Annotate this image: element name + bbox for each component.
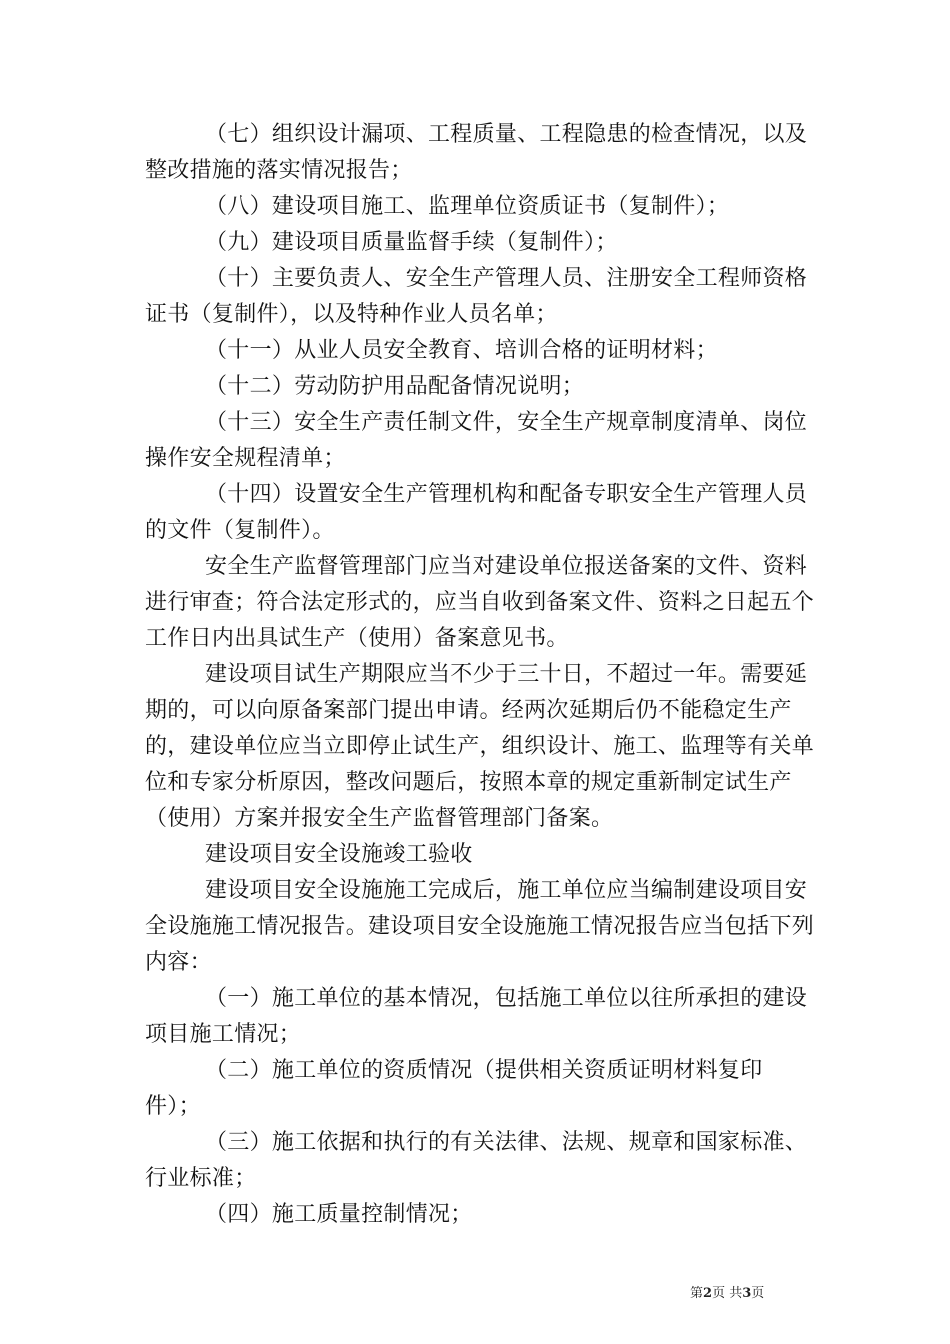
current-page-number: 2 — [703, 1286, 713, 1301]
paragraph: （二）施工单位的资质情况（提供相关资质证明材料复印件）； — [145, 1058, 763, 1119]
section-heading: 建设项目安全设施竣工验收 — [205, 842, 473, 867]
paragraph: （一）施工单位的基本情况，包括施工单位以往所承担的建设项目施工情况； — [145, 986, 808, 1047]
paragraph: （十四）设置安全生产管理机构和配备专职安全生产管理人员的文件（复制件）。 — [145, 482, 808, 543]
paragraph: （十一）从业人员安全教育、培训合格的证明材料； — [205, 338, 718, 363]
document-body — [145, 117, 815, 1233]
paragraph: 建设项目安全设施施工完成后，施工单位应当编制建设项目安全设施施工情况报告。建设项目安全设施施工情况报告应当包括下列内容： — [145, 878, 815, 975]
paragraph: （九）建设项目质量监督手续（复制件）； — [205, 230, 618, 255]
paragraph: 建设项目试生产期限应当不少于三十日，不超过一年。需要延期的，可以向原备案部门提出申请。经两次延期后仍不能稳定生产的，建设单位应当立即停止试生产，组织设计、施工、监理等有关单位和专家分析原因，整改问题后，按照本章的规定重新制定试生产（使用）方案并报安全生产监督管理部门备案。 — [145, 662, 815, 831]
footer-middle: 页 共 — [712, 1286, 743, 1301]
total-page-number: 3 — [742, 1286, 752, 1301]
footer-suffix: 页 — [751, 1286, 765, 1301]
paragraph: （七）组织设计漏项、工程质量、工程隐患的检查情况，以及整改措施的落实情况报告； — [145, 122, 808, 183]
paragraph: （十二）劳动防护用品配备情况说明； — [205, 374, 585, 399]
paragraph: （十三）安全生产责任制文件，安全生产规章制度清单、岗位操作安全规程清单； — [145, 410, 808, 471]
paragraph: （三）施工依据和执行的有关法律、法规、规章和国家标准、行业标准； — [145, 1130, 808, 1191]
paragraph: （四）施工质量控制情况； — [205, 1202, 473, 1227]
page-footer — [690, 1286, 850, 1302]
footer-prefix: 第 — [690, 1286, 704, 1301]
paragraph: （十）主要负责人、安全生产管理人员、注册安全工程师资格证书（复制件），以及特种作业人员名单； — [145, 266, 808, 327]
paragraph: （八）建设项目施工、监理单位资质证书（复制件）； — [205, 194, 730, 219]
paragraph: 安全生产监督管理部门应当对建设单位报送备案的文件、资料进行审查；符合法定形式的，应当自收到备案文件、资料之日起五个工作日内出具试生产（使用）备案意见书。 — [145, 554, 815, 651]
